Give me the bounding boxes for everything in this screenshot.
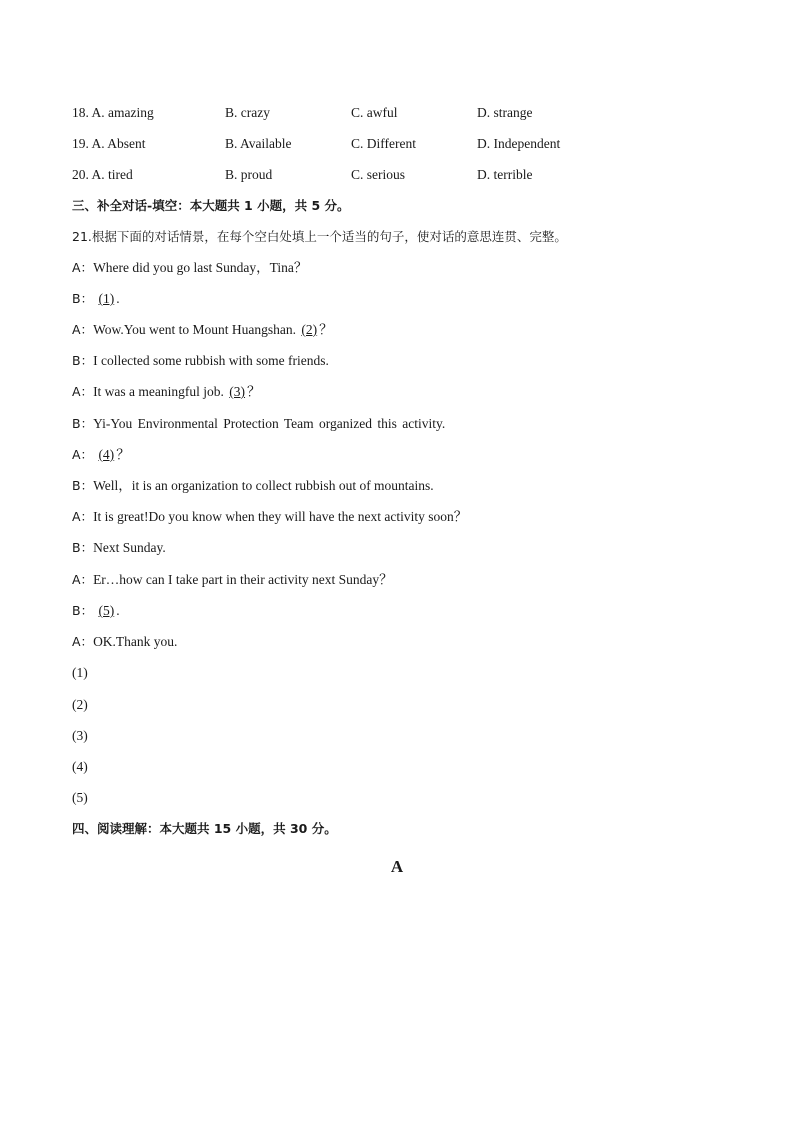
speaker-b: B： <box>72 416 94 431</box>
dialogue-text: Where did you go last Sunday，Tina？ <box>93 260 308 275</box>
dialogue-text: OK.Thank you. <box>93 634 178 649</box>
dialogue-text: Wow.You went to Mount Huangshan. <box>93 322 296 337</box>
dialogue-text: Next Sunday. <box>93 540 166 555</box>
dialogue-line-13 <box>72 633 177 651</box>
answer-line-1[interactable]: (1) <box>72 665 88 680</box>
dialogue-line-2 <box>72 290 120 308</box>
section-3-heading: 三、补全对话-填空：本大题共 1 小题，共 5 分。 <box>72 198 350 213</box>
speaker-b: B： <box>72 540 94 555</box>
punctuation: . <box>116 291 120 306</box>
blank-1[interactable]: (1) <box>98 291 115 306</box>
dialogue-line-6 <box>72 415 445 433</box>
dialogue-line-4 <box>72 352 329 370</box>
speaker-a: A： <box>72 260 94 275</box>
speaker-a: A： <box>72 634 94 649</box>
punctuation: ？ <box>247 384 261 399</box>
dialogue-line-5 <box>72 383 261 401</box>
dialogue-line-10 <box>72 539 166 557</box>
dialogue-line-1 <box>72 259 307 277</box>
punctuation: ？ <box>319 322 333 337</box>
option-18-a: 18. A. amazing <box>72 105 154 120</box>
section-4-heading: 四、阅读理解：本大题共 15 小题，共 30 分。 <box>72 821 337 836</box>
option-20-d: D. terrible <box>477 167 533 182</box>
option-18-c: C. awful <box>351 105 398 120</box>
blank-4[interactable]: (4) <box>98 447 115 462</box>
blank-3[interactable]: (3) <box>229 384 246 399</box>
blank-5[interactable]: (5) <box>98 603 115 618</box>
speaker-a: A： <box>72 447 94 462</box>
answer-line-5[interactable]: (5) <box>72 790 88 805</box>
dialogue-line-8 <box>72 477 434 495</box>
option-19-d: D. Independent <box>477 136 561 151</box>
question-21-instruction: 21.根据下面的对话情景，在每个空白处填上一个适当的句子，使对话的意思连贯、完整。 <box>72 229 567 244</box>
option-19-c: C. Different <box>351 136 416 151</box>
answer-line-4[interactable]: (4) <box>72 759 88 774</box>
option-19-a: 19. A. Absent <box>72 136 146 151</box>
dialogue-text: Well，it is an organization to collect rubbish out of mountains. <box>93 478 434 493</box>
speaker-a: A： <box>72 572 94 587</box>
dialogue-line-12 <box>72 602 120 620</box>
speaker-a: A： <box>72 384 94 399</box>
speaker-b: B： <box>72 291 94 306</box>
dialogue-line-11 <box>72 571 393 589</box>
option-row-20 <box>72 166 712 184</box>
punctuation: . <box>116 603 120 618</box>
option-row-18 <box>72 104 712 122</box>
passage-title: A <box>390 857 404 876</box>
dialogue-text: It is great!Do you know when they will have the next activity soon？ <box>93 509 468 524</box>
dialogue-line-3 <box>72 321 333 339</box>
option-18-b: B. crazy <box>225 105 270 120</box>
blank-2[interactable]: (2) <box>301 322 318 337</box>
speaker-a: A： <box>72 322 94 337</box>
punctuation: ？ <box>116 447 130 462</box>
dialogue-line-9 <box>72 508 467 526</box>
dialogue-text: I collected some rubbish with some friends. <box>93 353 329 368</box>
option-19-b: B. Available <box>225 136 292 151</box>
dialogue-text: Yi-You Environmental Protection Team organized this activity. <box>93 416 446 431</box>
answer-line-3[interactable]: (3) <box>72 728 88 743</box>
dialogue-text: Er…how can I take part in their activity next Sunday？ <box>93 572 393 587</box>
speaker-b: B： <box>72 603 94 618</box>
option-20-c: C. serious <box>351 167 405 182</box>
dialogue-line-7 <box>72 446 130 464</box>
option-20-b: B. proud <box>225 167 273 182</box>
dialogue-text: It was a meaningful job. <box>93 384 224 399</box>
option-20-a: 20. A. tired <box>72 167 133 182</box>
speaker-a: A： <box>72 509 94 524</box>
speaker-b: B： <box>72 478 94 493</box>
speaker-b: B： <box>72 353 94 368</box>
option-row-19 <box>72 135 712 153</box>
option-18-d: D. strange <box>477 105 533 120</box>
answer-line-2[interactable]: (2) <box>72 697 88 712</box>
